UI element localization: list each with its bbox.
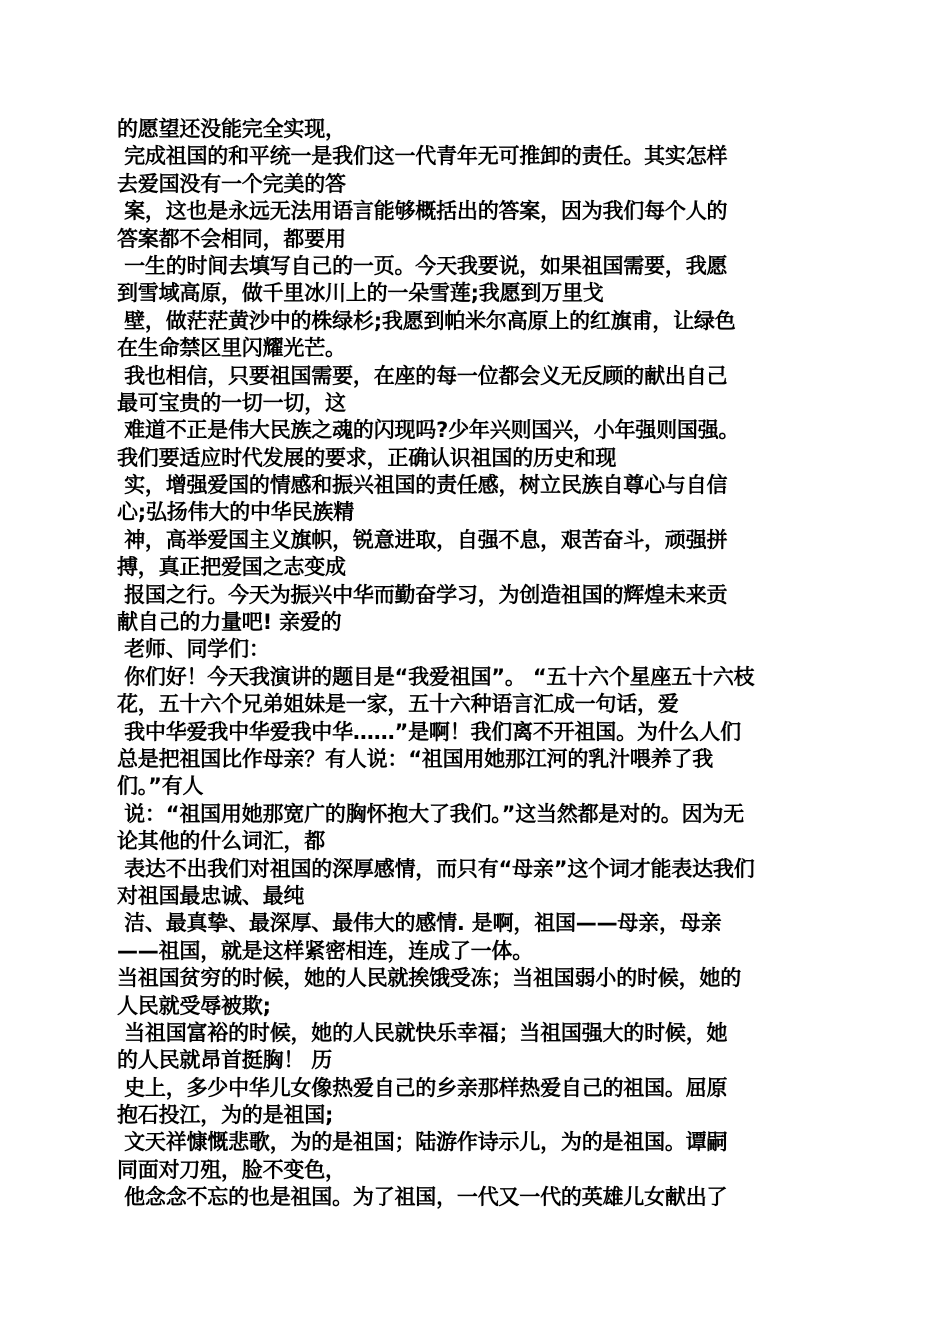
text-line: 搏，真正把爱国之志变成: [117, 555, 346, 580]
text-line: 的愿望还没能完全实现，: [117, 117, 346, 141]
text-line: 最可宝贵的一切一切，这: [117, 390, 346, 415]
document-text-body: [117, 116, 837, 1212]
text-line: 答案都不会相同，都要用: [117, 226, 346, 251]
text-line: 史上，多少中华儿女像热爱自己的乡亲那样热爱自己的祖国。屈原: [117, 1075, 728, 1100]
text-line: ——祖国，就是这样紧密相连，连成了一体。: [117, 938, 533, 963]
text-line: 当祖国贫穷的时候，她的人民就挨饿受冻；当祖国弱小的时候，她的: [117, 966, 741, 991]
text-line: 实，增强爱国的情感和振兴祖国的责任感，树立民族自尊心与自信: [117, 473, 728, 498]
text-line: 对祖国最忠诚、最纯: [117, 883, 305, 908]
text-line: 当祖国富裕的时候，她的人民就快乐幸福；当祖国强大的时候，她: [117, 1020, 728, 1045]
text-line: 心;弘扬伟大的中华民族精: [117, 500, 354, 525]
text-line: 难道不正是伟大民族之魂的闪现吗?少年兴则国兴，小年强则国强。: [117, 418, 740, 443]
text-line: 花，五十六个兄弟姐妹是一家，五十六种语言汇成一句话，爱: [117, 692, 679, 717]
text-line: 老师、同学们：: [117, 637, 270, 662]
text-line: 到雪域高原，做千里冰川上的一朵雪莲;我愿到万里戈: [117, 281, 604, 306]
text-line: 你们好！今天我演讲的题目是“我爱祖国”。 “五十六个星座五十六枝: [117, 664, 755, 689]
text-line: 案，这也是永远无法用语言能够概括出的答案，因为我们每个人的: [117, 199, 728, 224]
text-line: 完成祖国的和平统一是我们这一代青年无可推卸的责任。其实怎样: [117, 144, 728, 169]
text-line: 我中华爱我中华爱我中华……”是啊！我们离不开祖国。为什么人们: [117, 719, 741, 744]
text-line: 人民就受辱被欺;: [117, 993, 271, 1018]
text-line: 洁、最真挚、最深厚、最伟大的感情. 是啊，祖国——母亲，母亲: [117, 911, 722, 936]
text-line: 同面对刀殂，脸不变色，: [117, 1157, 346, 1182]
text-line: 我们要适应时代发展的要求，正确认识祖国的历史和现: [117, 445, 617, 470]
text-line: 文天祥慷慨悲歌，为的是祖国；陆游作诗示儿，为的是祖国。谭嗣: [117, 1130, 728, 1155]
text-line: 抱石投江，为的是祖国;: [117, 1103, 334, 1128]
text-line: 神，高举爱国主义旗帜，锐意进取，自强不息，艰苦奋斗，顽强拼: [117, 527, 728, 552]
text-line: 表达不出我们对祖国的深厚感情，而只有“母亲”这个词才能表达我们: [117, 856, 755, 881]
text-line: 一生的时间去填写自己的一页。今天我要说，如果祖国需要，我愿: [117, 253, 728, 278]
text-line: 去爱国没有一个完美的答: [117, 171, 346, 196]
text-line: 总是把祖国比作母亲？有人说：“祖国用她那江河的乳汁喂养了我: [117, 746, 713, 771]
text-line: 说：“祖国用她那宽广的胸怀抱大了我们。”这当然都是对的。因为无: [117, 801, 745, 826]
text-line: 他念念不忘的也是祖国。为了祖国，一代又一代的英雄儿女献出了: [117, 1185, 728, 1210]
text-line: 壁，做茫茫黄沙中的株绿杉;我愿到帕米尔高原上的红旗甫，让绿色: [117, 308, 736, 333]
text-line: 报国之行。今天为振兴中华而勤奋学习，为创造祖国的辉煌未来贡: [117, 582, 728, 607]
text-line: 献自己的力量吧! 亲爱的: [117, 610, 342, 635]
text-line: 在生命禁区里闪耀光芒。: [117, 336, 346, 361]
text-line: 我也相信，只要祖国需要，在座的每一位都会义无反顾的献出自己: [117, 363, 728, 388]
text-line: 们。”有人: [117, 774, 204, 799]
text-line: 论其他的什么词汇，都: [117, 829, 325, 854]
text-line: 的人民就昂首挺胸！ 历: [117, 1048, 333, 1073]
